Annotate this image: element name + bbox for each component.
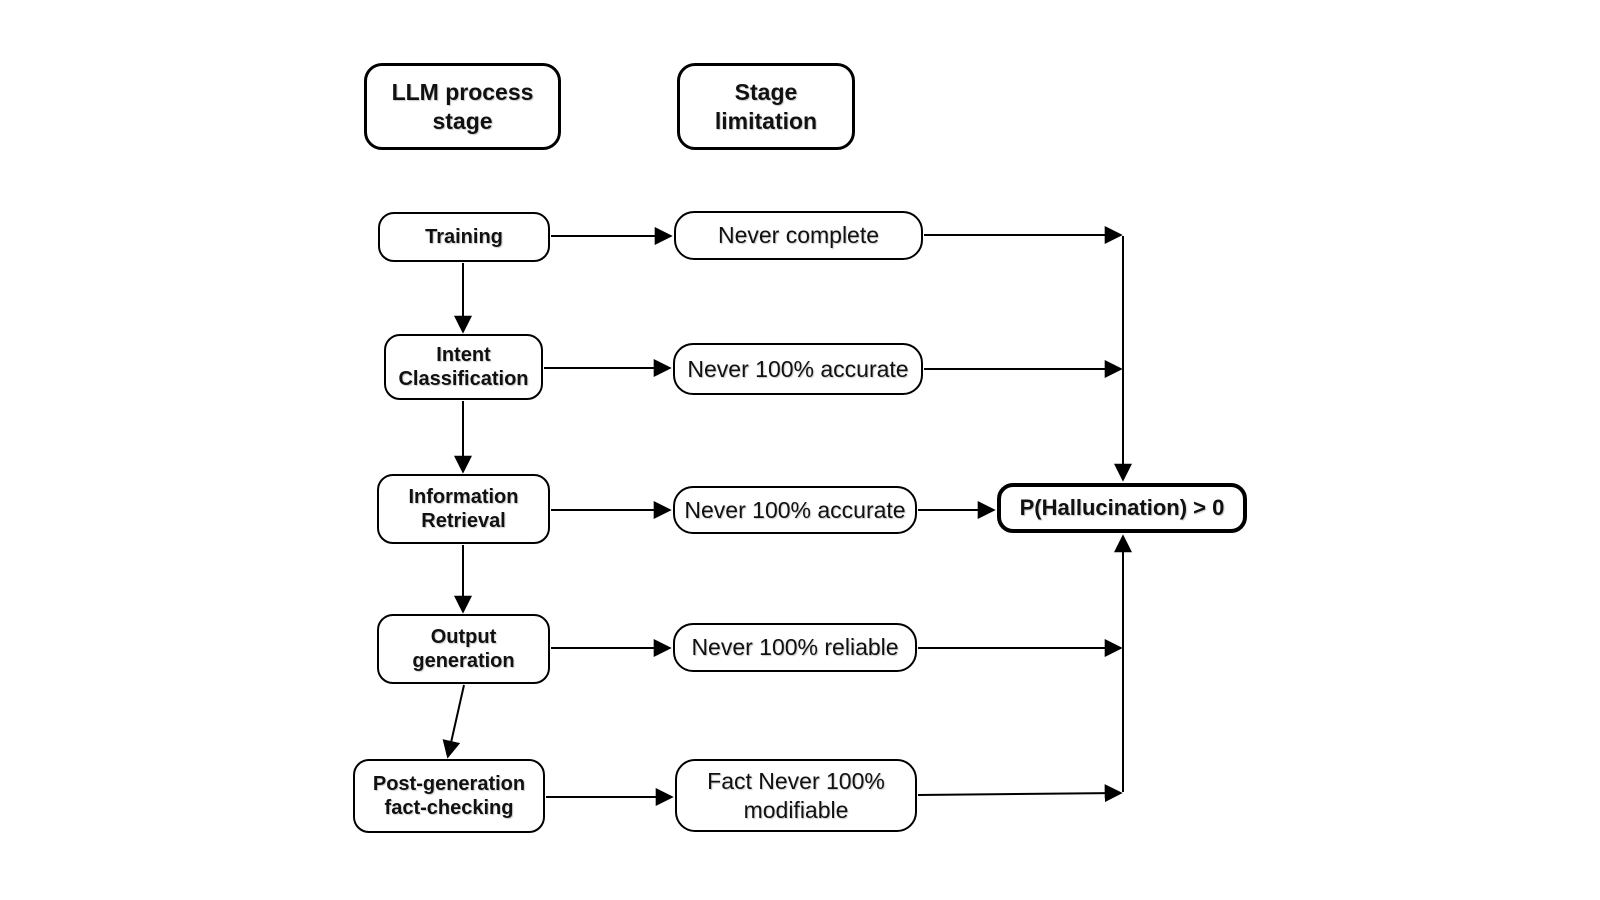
limitation-node-never-100-accurate-retrieval: Never 100% accurate bbox=[673, 486, 917, 534]
stage-node-output-generation: Output generation bbox=[377, 614, 550, 684]
stage-node-post-generation-fact-checking: Post-generation fact-checking bbox=[353, 759, 545, 833]
stage-node-intent-classification: Intent Classification bbox=[384, 334, 543, 400]
result-node-p-hallucination: P(Hallucination) > 0 bbox=[997, 483, 1247, 533]
stage-node-training: Training bbox=[378, 212, 550, 262]
arrow-output-to-postgen bbox=[448, 685, 464, 756]
stage-node-information-retrieval: Information Retrieval bbox=[377, 474, 550, 544]
limitation-node-never-complete: Never complete bbox=[674, 211, 923, 260]
header-llm-process-stage: LLM process stage bbox=[364, 63, 561, 150]
limitation-node-never-100-accurate-intent: Never 100% accurate bbox=[673, 343, 923, 395]
header-stage-limitation: Stage limitation bbox=[677, 63, 855, 150]
limitation-node-fact-never-100-modifiable: Fact Never 100% modifiable bbox=[675, 759, 917, 832]
arrow-limit5-to-collector bbox=[918, 793, 1120, 795]
limitation-node-never-100-reliable: Never 100% reliable bbox=[673, 623, 917, 672]
